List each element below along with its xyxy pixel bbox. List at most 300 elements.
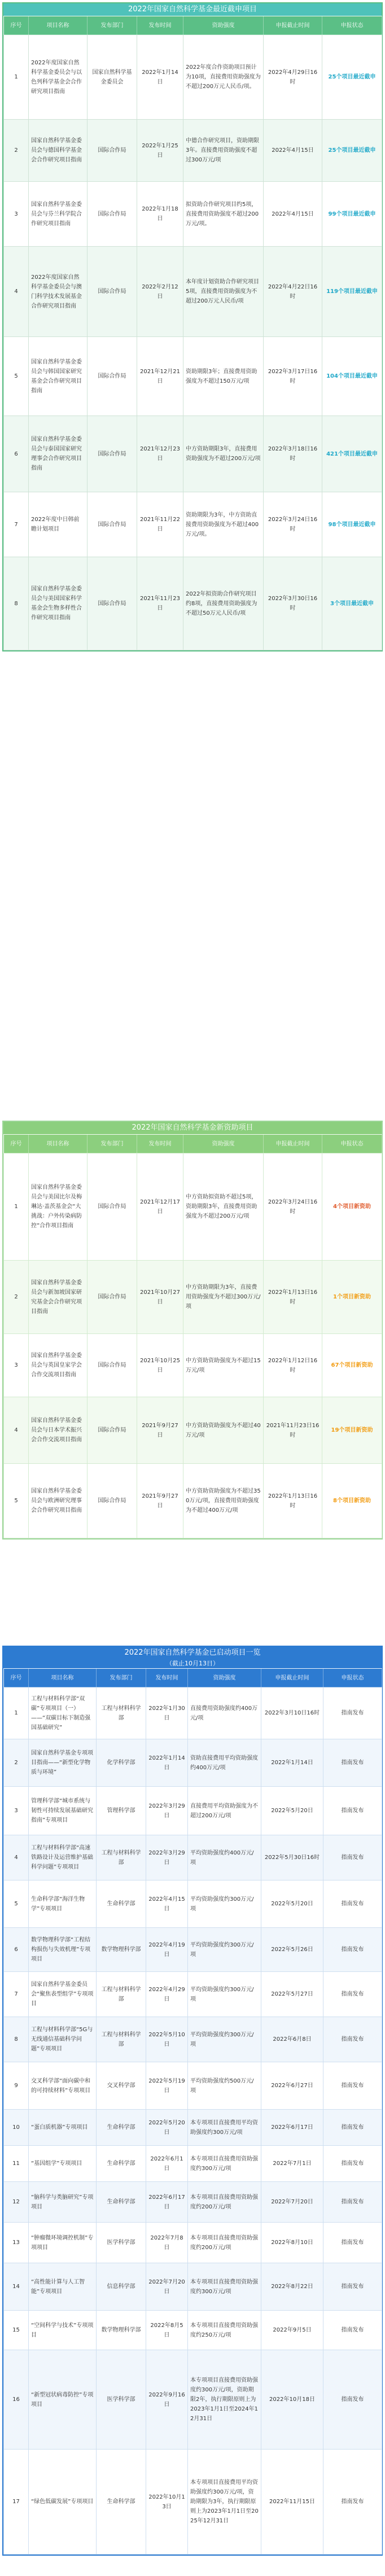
funding-amount-cell — [183, 1261, 264, 1334]
project-name: 国家自然科学基金委员会与泰国国家研究理事会合作研究项目指南 — [31, 436, 82, 471]
table-header-row — [4, 16, 382, 35]
publish-date: 2022年1月30日 — [148, 1705, 185, 1721]
row-number-cell — [4, 1835, 29, 1880]
status-cell — [322, 492, 382, 557]
department-cell — [97, 2182, 146, 2223]
status-cell — [323, 2017, 382, 2062]
funding-amount-cell — [188, 2110, 261, 2146]
status[interactable]: 4个项目新资助 — [333, 1204, 371, 1210]
publish-date-cell — [146, 1739, 188, 1787]
row-number-cell — [4, 557, 29, 650]
table-row — [4, 337, 382, 416]
project-name-cell — [29, 2223, 97, 2263]
department: 国际合作局 — [98, 1204, 126, 1210]
status[interactable]: 3个项目最近截申 — [330, 600, 374, 607]
department-cell — [97, 1787, 146, 1835]
status-cell — [323, 2146, 382, 2182]
deadline: 2022年5月27日 — [271, 1991, 313, 1997]
department: 生命科学部 — [107, 1901, 135, 1907]
project-name-cell — [29, 492, 88, 557]
deadline: 2022年3月17日16时 — [268, 368, 318, 384]
deadline-cell — [261, 1928, 323, 1972]
status: 指南发布 — [341, 2124, 364, 2131]
row-number: 1 — [14, 1204, 18, 1210]
status[interactable]: 98个项目最近截申 — [328, 521, 376, 528]
project-name: 国家自然科学基金委员会与新加坡国家研究基金会合作研究项目指南 — [31, 1279, 82, 1315]
row-number-cell — [4, 2017, 29, 2062]
deadline-cell — [261, 2062, 323, 2110]
publish-date-cell — [137, 1261, 183, 1334]
status[interactable]: 1个项目新资助 — [333, 1294, 371, 1300]
status: 指南发布 — [341, 2036, 364, 2043]
project-name: 国家自然科学基金委员会与韩国国家研究基金会合作研究项目指南 — [31, 358, 82, 394]
header-dept: 发布部门 — [88, 1135, 137, 1153]
publish-date: 2022年4月15日 — [148, 1896, 185, 1912]
funding-amount: 拟资助合作研究项目约5项，直接费用资助强度不超过200万元/项。 — [186, 201, 259, 227]
project-name: 国家自然科学基金委员会“聚焦表型组学”专项项目 — [31, 1982, 94, 2007]
project-name: 2022年度国家自然科学基金委员会与澳门科学技术发展基金合作研究项目指南 — [31, 274, 82, 309]
publish-date: 2021年12月21日 — [140, 368, 180, 384]
table-row — [4, 492, 382, 557]
status-cell — [322, 1261, 382, 1334]
funding-amount-cell — [188, 2062, 261, 2110]
row-number-cell — [4, 2450, 29, 2555]
deadline-cell — [261, 2182, 323, 2223]
project-name-cell — [29, 1972, 97, 2017]
funding-amount-cell — [188, 2017, 261, 2062]
status[interactable]: 104个项目最近截申 — [326, 373, 378, 379]
deadline: 2022年3月24日16时 — [268, 1199, 318, 1215]
deadline-cell — [261, 1835, 323, 1880]
department-cell — [97, 2146, 146, 2182]
deadline-cell — [264, 35, 322, 120]
publish-date-cell — [137, 1153, 183, 1261]
deadline-cell — [264, 1464, 322, 1538]
row-number-cell — [4, 2062, 29, 2110]
panel-title: 2022年国家自然科学基金新资助项目 — [3, 1122, 382, 1134]
department-cell — [88, 1153, 137, 1261]
department-cell — [97, 1835, 146, 1880]
department: 数学物理科学部 — [101, 2327, 141, 2333]
project-name-cell — [29, 557, 88, 650]
department-cell — [88, 416, 137, 492]
deadline-cell — [264, 1397, 322, 1464]
status[interactable]: 25个项目最近截申 — [328, 147, 376, 154]
department: 国际合作局 — [98, 1427, 126, 1433]
table-row — [4, 2450, 382, 2555]
table-row — [4, 247, 382, 337]
project-name-cell — [29, 2263, 97, 2311]
project-name: 2022年度国家自然科学基金委员会与以色列科学基金会合作研究项目指南 — [31, 59, 82, 95]
funding-amount: 本专项项目直接费用资助强度约300万元/项 — [190, 2155, 258, 2172]
funding-amount: 资助直接费用平均资助强度约400万元/项 — [190, 1755, 258, 1771]
funding-amount: 平均资助强度约300万元/项 — [190, 2031, 254, 2048]
project-name: “高性能计算与人工智能”专项项目 — [31, 2278, 85, 2295]
project-name-cell — [29, 1397, 88, 1464]
project-name: 2022年度中日韩前瞻计划项目 — [31, 517, 80, 532]
department: 医学科学部 — [107, 2396, 135, 2403]
publish-date: 2022年1月14日 — [142, 69, 178, 85]
publish-date: 2021年12月23日 — [140, 446, 180, 462]
row-number-cell — [4, 35, 29, 120]
header-deadline: 申报截止时间 — [261, 1669, 323, 1687]
row-number: 14 — [12, 2284, 20, 2290]
project-name: 数学物理科学部“工程结构损伤与失效机理”专项项目 — [31, 1937, 91, 1962]
table-row — [4, 1880, 382, 1928]
department: 国际合作局 — [98, 600, 126, 607]
publish-date-cell — [146, 2350, 188, 2450]
status[interactable]: 19个项目新资助 — [331, 1427, 373, 1433]
department-cell — [97, 1687, 146, 1739]
deadline-cell — [264, 1261, 322, 1334]
header-date: 发布时间 — [146, 1669, 188, 1687]
row-number-cell — [4, 182, 29, 247]
project-name: 国家自然科学基金委员会与欧洲研究理事会合作研究项目指南 — [31, 1488, 82, 1514]
project-name-cell — [29, 416, 88, 492]
funding-amount: 平均资助强度约400万元/项 — [190, 1849, 254, 1866]
status: 指南发布 — [341, 1808, 364, 1814]
status: 指南发布 — [341, 1901, 364, 1907]
row-number: 5 — [14, 373, 18, 379]
table-row — [4, 1464, 382, 1538]
row-number: 17 — [12, 2499, 20, 2505]
publish-date-cell — [146, 2223, 188, 2263]
publish-date: 2021年9月27日 — [142, 1493, 178, 1509]
deadline: 2022年9月5日 — [273, 2327, 312, 2333]
publish-date: 2022年7月20日 — [148, 2278, 185, 2295]
deadline: 2022年6月17日 — [271, 2124, 313, 2131]
funding-amount-cell — [188, 2263, 261, 2311]
deadline-cell — [261, 1739, 323, 1787]
row-number: 2 — [14, 1294, 18, 1300]
department: 国际合作局 — [98, 147, 126, 154]
status: 指南发布 — [341, 2199, 364, 2205]
publish-date-cell — [137, 1334, 183, 1397]
publish-date-cell — [146, 1835, 188, 1880]
funding-amount: 中方资助资助强度为不超过350万元/项，直接费用资助强度为不超过400万元/项 — [186, 1488, 261, 1514]
department-cell — [88, 1334, 137, 1397]
publish-date-cell — [146, 1687, 188, 1739]
project-name-cell — [29, 1334, 88, 1397]
status-cell — [323, 2062, 382, 2110]
status-cell — [323, 2182, 382, 2223]
deadline-cell — [261, 1687, 323, 1739]
department-cell — [88, 247, 137, 337]
project-name-cell — [29, 1928, 97, 1972]
table-header-row — [4, 1669, 382, 1687]
recent-deadline-table — [3, 16, 382, 650]
funding-amount: 本专项项目直接费用资助强度约200万元/项 — [190, 2234, 258, 2251]
publish-date: 2022年7月8日 — [150, 2234, 183, 2251]
publish-date-cell — [146, 1928, 188, 1972]
publish-date: 2022年1月25日 — [142, 142, 178, 159]
row-number: 5 — [14, 1498, 18, 1504]
status[interactable]: 421个项目最近截申 — [326, 451, 378, 457]
department-cell — [97, 2223, 146, 2263]
funding-amount: 平均资助强度约300万元/项 — [190, 1941, 254, 1958]
project-name: 国家自然科学基金委员会与英国皇家学会合作交流项目指南 — [31, 1353, 82, 1378]
project-name: 国家自然科学基金委员会与美国比尔及梅琳达·盖茨基金会“大挑战：户外传染病防控”合作项目指南 — [31, 1184, 82, 1229]
deadline-cell — [261, 2017, 323, 2062]
table-row — [4, 2350, 382, 2450]
publish-date: 2021年11月23日 — [140, 596, 180, 611]
funding-amount: 直接费用资助强度约400万元/项 — [190, 1705, 258, 1721]
funding-amount-cell — [183, 35, 264, 120]
row-number: 9 — [14, 2083, 18, 2089]
publish-date-cell — [146, 2017, 188, 2062]
publish-date-cell — [146, 2146, 188, 2182]
funding-amount-cell — [188, 2350, 261, 2450]
deadline: 2022年3月18日16时 — [268, 446, 318, 462]
deadline-cell — [261, 2311, 323, 2350]
panel-title: 2022年国家自然科学基金最近截申项目 — [3, 3, 382, 16]
publish-date-cell — [146, 2311, 188, 2350]
row-number-cell — [4, 1397, 29, 1464]
department-cell — [97, 2450, 146, 2555]
funding-amount-cell — [188, 2146, 261, 2182]
deadline: 2021年11月23日16时 — [266, 1422, 320, 1438]
deadline-cell — [261, 2450, 323, 2555]
row-number-cell — [4, 2263, 29, 2311]
department: 信息科学部 — [107, 2284, 135, 2290]
row-number: 3 — [14, 211, 18, 217]
funding-amount-cell — [183, 247, 264, 337]
row-number: 4 — [14, 1855, 18, 1861]
project-name-cell — [29, 1739, 97, 1787]
department-cell — [88, 120, 137, 182]
status[interactable]: 119个项目最近截申 — [326, 288, 378, 295]
project-name: 国家自然科学基金委员会与日本学术振兴会合作交流项目指南 — [31, 1418, 82, 1443]
status: 指南发布 — [341, 1947, 364, 1953]
project-name: 国家自然科学基金委员会与美国国家科学基金会生物多样性合作研究项目指南 — [31, 586, 82, 621]
row-number-cell — [4, 1928, 29, 1972]
deadline-cell — [261, 1972, 323, 2017]
row-number: 1 — [14, 74, 18, 80]
publish-date-cell — [137, 1464, 183, 1538]
deadline-cell — [264, 247, 322, 337]
project-name-cell — [29, 2311, 97, 2350]
funding-amount: 平均资助强度约500万元/项 — [190, 2078, 254, 2094]
row-number: 4 — [14, 1427, 18, 1433]
publish-date: 2022年1月14日 — [148, 1755, 185, 1771]
row-number-cell — [4, 2182, 29, 2223]
funding-amount-cell — [188, 1972, 261, 2017]
row-number-cell — [4, 247, 29, 337]
publish-date-cell — [137, 182, 183, 247]
panel-subtitle: （截止10月13日） — [3, 1659, 382, 1668]
funding-amount: 中方资助期限为3年，直接费用资助强度为不超过300万元/项 — [186, 1284, 261, 1310]
funding-amount-cell — [183, 492, 264, 557]
status-cell — [323, 2263, 382, 2311]
deadline-cell — [261, 2146, 323, 2182]
deadline-cell — [261, 2223, 323, 2263]
row-number: 3 — [14, 1808, 18, 1814]
header-amount: 资助强度 — [183, 1135, 264, 1153]
row-number-cell — [4, 1334, 29, 1397]
publish-date: 2022年9月16日 — [148, 2391, 185, 2408]
status-cell — [322, 1153, 382, 1261]
department-cell — [97, 1972, 146, 2017]
status: 指南发布 — [341, 1710, 364, 1716]
status: 指南发布 — [341, 2396, 364, 2403]
department: 化学科学部 — [107, 1760, 135, 1766]
status-cell — [323, 1687, 382, 1739]
publish-date: 2022年4月19日 — [148, 1941, 185, 1958]
deadline: 2022年4月15日 — [272, 211, 314, 217]
deadline-cell — [264, 337, 322, 416]
status[interactable]: 99个项目最近截申 — [328, 211, 376, 217]
launched-projects-table — [3, 1668, 382, 2555]
table-row — [4, 1787, 382, 1835]
table-row — [4, 1261, 382, 1334]
department-cell — [97, 2263, 146, 2311]
deadline: 2022年5月20日 — [271, 1901, 313, 1907]
deadline: 2022年1月14日 — [271, 1760, 313, 1766]
status[interactable]: 25个项目最近截申 — [328, 74, 376, 80]
row-number-cell — [4, 2110, 29, 2146]
department-cell — [88, 1464, 137, 1538]
row-number-cell — [4, 120, 29, 182]
status: 指南发布 — [341, 2083, 364, 2089]
status-cell — [323, 2450, 382, 2555]
status-cell — [322, 1334, 382, 1397]
publish-date-cell — [146, 2263, 188, 2311]
row-number-cell — [4, 492, 29, 557]
project-name-cell — [29, 1835, 97, 1880]
deadline: 2022年7月20日 — [271, 2199, 313, 2205]
funding-amount-cell — [183, 182, 264, 247]
department-cell — [97, 1880, 146, 1928]
project-name-cell — [29, 337, 88, 416]
project-name: 管理科学部“城市系统与韧性可持续发展基础研究指南”专项项目 — [31, 1798, 93, 1823]
publish-date-cell — [146, 2450, 188, 2555]
project-name-cell — [29, 182, 88, 247]
status-cell — [323, 2110, 382, 2146]
new-funding-panel — [2, 1121, 383, 1540]
publish-date: 2022年8月5日 — [150, 2322, 183, 2338]
publish-date-cell — [146, 1787, 188, 1835]
department: 工程与材料科学部 — [101, 1705, 141, 1721]
row-number: 6 — [14, 1947, 18, 1953]
department-cell — [97, 1739, 146, 1787]
publish-date-cell — [137, 492, 183, 557]
department: 工程与材料科学部 — [101, 2031, 141, 2048]
deadline-cell — [261, 1880, 323, 1928]
department: 国际合作局 — [98, 288, 126, 295]
department-cell — [88, 337, 137, 416]
publish-date: 2022年5月19日 — [148, 2078, 185, 2094]
project-name-cell — [29, 247, 88, 337]
department-cell — [88, 492, 137, 557]
row-number: 15 — [12, 2327, 20, 2333]
funding-amount-cell — [188, 1787, 261, 1835]
funding-amount: 本年度计划资助合作研究项目5项，直接费用资助强度为不超过200万元人民币/项 — [186, 279, 259, 304]
status: 指南发布 — [341, 2327, 364, 2333]
status-cell — [323, 1880, 382, 1928]
funding-amount-cell — [188, 2223, 261, 2263]
deadline-cell — [264, 416, 322, 492]
publish-date-cell — [137, 247, 183, 337]
row-number: 5 — [14, 1901, 18, 1907]
funding-amount-cell — [183, 1464, 264, 1538]
department: 管理科学部 — [107, 1808, 135, 1814]
funding-amount-cell — [188, 1928, 261, 1972]
deadline: 2022年1月12日16时 — [268, 1357, 318, 1374]
status-cell — [323, 1972, 382, 2017]
row-number: 1 — [14, 1710, 18, 1716]
table-row — [4, 1972, 382, 2017]
publish-date-cell — [137, 120, 183, 182]
row-number-cell — [4, 1739, 29, 1787]
publish-date: 2022年5月20日 — [148, 2119, 185, 2136]
header-no: 序号 — [4, 16, 29, 35]
table-row — [4, 1153, 382, 1261]
department-cell — [97, 2311, 146, 2350]
publish-date: 2022年10月13日 — [148, 2494, 185, 2510]
status: 指南发布 — [341, 1991, 364, 1997]
project-name: 国家自然科学基金专项项目指南——“新型化学物质与环境” — [31, 1750, 93, 1775]
project-name: 生命科学部“海洋生物学”专项项目 — [31, 1896, 85, 1912]
funding-amount-cell — [183, 120, 264, 182]
table-row — [4, 1835, 382, 1880]
publish-date-cell — [137, 557, 183, 650]
deadline-cell — [261, 2350, 323, 2450]
header-date: 发布时间 — [137, 1135, 183, 1153]
publish-date: 2022年2月12日 — [142, 283, 178, 300]
table-row — [4, 35, 382, 120]
deadline: 2022年11月15日 — [269, 2499, 315, 2505]
deadline-cell — [261, 2263, 323, 2311]
project-name-cell — [29, 2146, 97, 2182]
project-name: “空间科学与技术”专项项目 — [31, 2322, 94, 2338]
row-number: 8 — [14, 600, 18, 607]
funding-amount: 2022年拟资助合作研究项目约8项，直接费用资助强度为不超过50万元人民币/项 — [186, 591, 257, 616]
panel-title: 2022年国家自然科学基金已启动项目一览 — [3, 1647, 382, 1659]
department: 国际合作局 — [98, 1294, 126, 1300]
deadline: 2022年7月1日 — [273, 2160, 312, 2167]
funding-amount: 本专项项目直接费用资助强度约250万元/项 — [190, 2322, 258, 2338]
funding-amount-cell — [183, 1334, 264, 1397]
row-number: 16 — [12, 2396, 20, 2403]
status[interactable]: 8个项目新资助 — [333, 1498, 371, 1504]
table-row — [4, 2146, 382, 2182]
publish-date: 2022年5月10日 — [148, 2031, 185, 2048]
header-name: 项目名称 — [29, 1669, 97, 1687]
publish-date-cell — [146, 2062, 188, 2110]
project-name-cell — [29, 120, 88, 182]
publish-date-cell — [137, 416, 183, 492]
funding-amount-cell — [183, 1153, 264, 1261]
publish-date-cell — [137, 35, 183, 120]
project-name: 交叉科学部“面向碳中和的可持续材料”专项项目 — [31, 2078, 91, 2094]
status[interactable]: 67个项目新资助 — [331, 1362, 373, 1368]
header-deadline: 申报截止时间 — [264, 16, 322, 35]
publish-date: 2021年10月27日 — [140, 1289, 180, 1305]
deadline: 2022年5月26日 — [271, 1947, 313, 1953]
project-name-cell — [29, 2182, 97, 2223]
publish-date: 2021年10月25日 — [140, 1357, 180, 1374]
department: 国际合作局 — [98, 1498, 126, 1504]
row-number: 4 — [14, 288, 18, 295]
row-number: 3 — [14, 1362, 18, 1368]
project-name: 工程与材料科学部“双碳”专项项目（一）——“双碳目标下制造强国基础研究” — [31, 1695, 91, 1731]
department-cell — [88, 1397, 137, 1464]
table-row — [4, 2311, 382, 2350]
funding-amount: 本专项项目直接费用资助强度约300万元/项，资助期限2年，执行期限原则上为2023年1月1日至2024年12月31日 — [190, 2377, 258, 2422]
funding-amount-cell — [188, 2311, 261, 2350]
project-name: “蛋白质机器”专项项目 — [31, 2124, 88, 2131]
row-number-cell — [4, 2223, 29, 2263]
